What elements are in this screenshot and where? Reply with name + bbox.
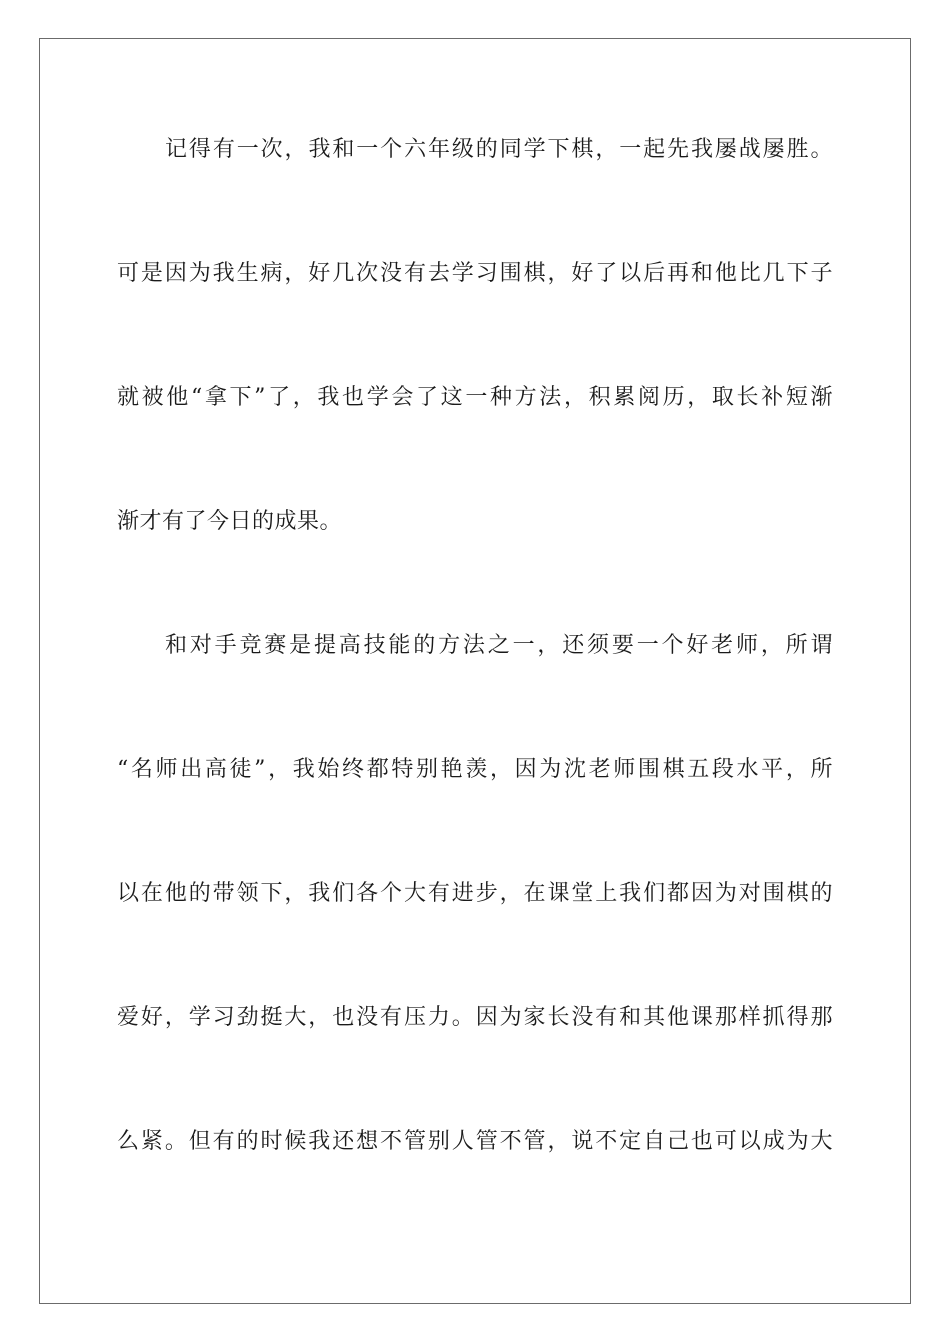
text-line-3: 就被他“拿下”了，我也学会了这一种方法，积累阅历，取长补短渐 [117, 385, 833, 410]
text-line-1: 记得有一次，我和一个六年级的同学下棋，一起先我屡战屡胜。 [165, 137, 833, 162]
text-line-6: “名师出高徒”，我始终都特别艳羡，因为沈老师围棋五段水平，所 [117, 757, 833, 782]
page-border [39, 38, 911, 1304]
text-line-7: 以在他的带领下，我们各个大有进步，在课堂上我们都因为对围棋的 [117, 881, 833, 906]
text-line-2: 可是因为我生病，好几次没有去学习围棋，好了以后再和他比几下子 [117, 261, 833, 286]
text-line-4: 渐才有了今日的成果。 [117, 509, 343, 534]
text-line-5: 和对手竞赛是提高技能的方法之一，还须要一个好老师，所谓 [165, 633, 833, 658]
text-line-9: 么紧。但有的时候我还想不管别人管不管，说不定自己也可以成为大 [117, 1129, 833, 1154]
text-line-8: 爱好，学习劲挺大，也没有压力。因为家长没有和其他课那样抓得那 [117, 1005, 833, 1030]
